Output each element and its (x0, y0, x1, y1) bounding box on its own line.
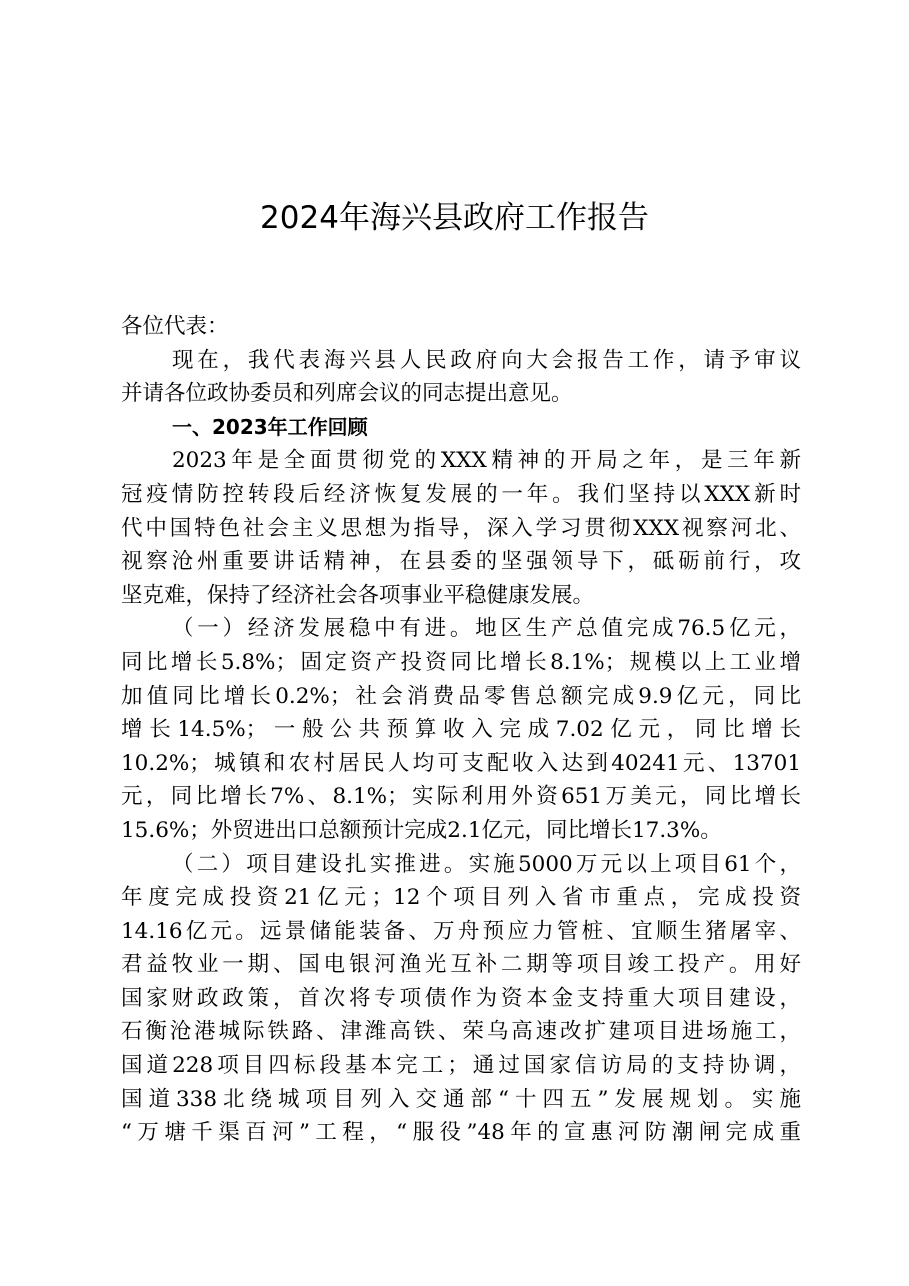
paragraph-line: 年度完成投资21亿元；12个项目列入省市重点，完成投资 (121, 885, 801, 911)
paragraph-line: 国道338北绕城项目列入交通部“十四五”发展规划。实施 (121, 1086, 801, 1112)
paragraph-line: （二）项目建设扎实推进。实施5000万元以上项目61个， (172, 851, 801, 877)
paragraph-line: 国道228项目四标段基本完工；通过国家信访局的支持协调， (121, 1053, 801, 1079)
paragraph-line: 代中国特色社会主义思想为指导，深入学习贯彻XXX视察河北、 (121, 515, 801, 541)
paragraph-line: 2023年是全面贯彻党的XXX精神的开局之年，是三年新 (172, 448, 801, 474)
paragraph-line: 同比增长5.8%；固定资产投资同比增长8.1%；规模以上工业增 (121, 649, 801, 675)
paragraph-line: （一）经济发展稳中有进。地区生产总值完成76.5亿元， (172, 616, 801, 642)
paragraph-line: 并请各位政协委员和列席会议的同志提出意见。 (121, 381, 573, 407)
paragraph-line: 加值同比增长0.2%；社会消费品零售总额完成9.9亿元，同比 (121, 683, 801, 709)
paragraph-line: 15.6%；外贸进出口总额预计完成2.1亿元，同比增长17.3%。 (121, 817, 722, 843)
paragraph-line: 坚克难，保持了经济社会各项事业平稳健康发展。 (121, 582, 595, 608)
paragraph-line: 石衡沧港城际铁路、津潍高铁、荣乌高速改扩建项目进场施工， (121, 1019, 801, 1045)
paragraph-line: 国家财政政策，首次将专项债作为资本金支持重大项目建设， (121, 985, 801, 1011)
paragraph-line: 10.2%；城镇和农村居民人均可支配收入达到40241元、13701 (121, 750, 801, 776)
paragraph-line: “万塘千渠百河”工程，“服役”48年的宣惠河防潮闸完成重 (121, 1120, 801, 1146)
paragraph-line: 冠疫情防控转段后经济恢复发展的一年。我们坚持以XXX新时 (121, 481, 801, 507)
document-title: 2024年海兴县政府工作报告 (260, 200, 649, 236)
paragraph-line: 元，同比增长7%、8.1%；实际利用外资651万美元，同比增长 (121, 784, 801, 810)
paragraph-line: 君益牧业一期、国电银河渔光互补二期等项目竣工投产。用好 (121, 952, 801, 978)
paragraph-line: 14.16亿元。远景储能装备、万舟预应力管桩、宜顺生猪屠宰、 (121, 918, 801, 944)
paragraph-line: 视察沧州重要讲话精神，在县委的坚强领导下，砥砺前行，攻 (121, 549, 801, 575)
paragraph-line: 现在，我代表海兴县人民政府向大会报告工作，请予审议 (172, 347, 801, 373)
salutation: 各位代表： (121, 314, 229, 339)
paragraph-line: 增长14.5%；一般公共预算收入完成7.02亿元，同比增长 (121, 717, 801, 743)
document-body (121, 310, 801, 1150)
section-heading: 一、2023年工作回顾 (172, 414, 368, 439)
